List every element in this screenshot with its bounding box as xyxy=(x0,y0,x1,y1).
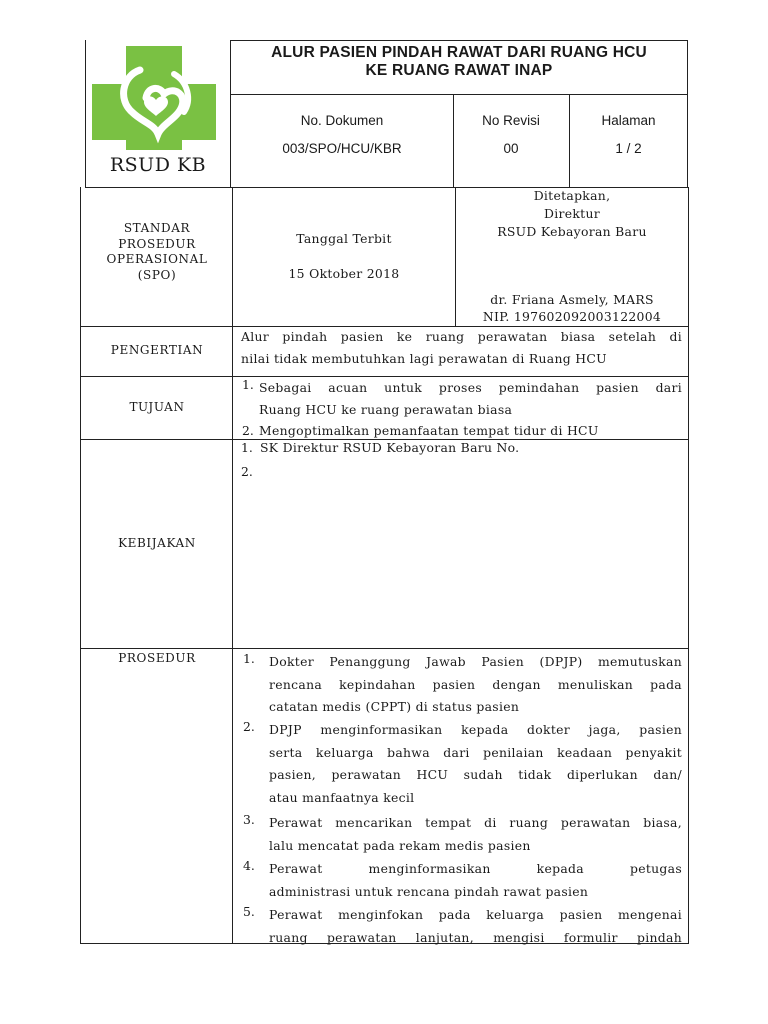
prosedur-item-line: administrasi untuk rencana pindah rawat pasien xyxy=(269,883,589,899)
prosedur-item-line: Dokter Penanggung Jawab Pasien (DPJP) memutuskan xyxy=(269,654,682,669)
prosedur-item-line: rencana kepindahan pasien dengan menuliskan pada xyxy=(269,676,682,692)
spo-label-line-2: PROSEDUR xyxy=(118,236,196,251)
tujuan-item-2-number: 2. xyxy=(242,423,254,438)
kebijakan-item-1-number: 1. xyxy=(241,440,253,455)
tujuan-item-1-line-2: Ruang HCU ke ruang perawatan biasa xyxy=(259,402,513,417)
pengertian-text xyxy=(241,326,682,370)
prosedur-item-number: 3. xyxy=(243,812,255,827)
approval-line-1: Ditetapkan, xyxy=(533,188,611,203)
kebijakan-item-2-number: 2. xyxy=(241,464,253,479)
prosedur-item-line: ruang perawatan lanjutan, mengisi formulir pindah xyxy=(269,929,682,945)
prosedur-item-line: lalu mencatat pada rekam medis pasien xyxy=(269,837,531,853)
prosedur-item xyxy=(269,651,682,719)
prosedur-item-number: 5. xyxy=(243,904,255,919)
spo-label xyxy=(82,221,232,283)
revision-label: No Revisi xyxy=(482,113,540,128)
doc-number-value: 003/SPO/HCU/KBR xyxy=(282,141,402,156)
issue-date-label: Tanggal Terbit xyxy=(296,231,392,246)
prosedur-item-line: pasien, perawatan HCU sudah tidak diperlukan dan/ xyxy=(269,767,682,783)
tujuan-item-1 xyxy=(259,377,682,421)
prosedur-item-line: serta keluarga bahwa dari penilaian keadaan penyakit xyxy=(269,744,682,760)
kebijakan-label: KEBIJAKAN xyxy=(118,536,196,550)
prosedur-item xyxy=(269,812,682,857)
spo-label-line-4: (SPO) xyxy=(137,267,177,282)
pengertian-line-2: nilai tidak membutuhkan lagi perawatan di Ruang HCU xyxy=(241,351,607,366)
tujuan-label: TUJUAN xyxy=(129,400,185,414)
prosedur-item-line: Perawat mencarikan tempat di ruang perawatan biasa, xyxy=(269,815,682,830)
hospital-logo xyxy=(88,42,228,182)
prosedur-item-number: 1. xyxy=(243,651,255,666)
prosedur-item-line: atau manfaatnya kecil xyxy=(269,789,415,805)
approval-line-3: RSUD Kebayoran Baru xyxy=(497,224,647,239)
prosedur-item xyxy=(269,858,682,903)
prosedur-item xyxy=(269,904,682,949)
tujuan-item-1-line-1: Sebagai acuan untuk proses pemindahan pasien dari xyxy=(259,380,682,395)
page-label: Halaman xyxy=(601,113,656,128)
tujuan-item-1-number: 1. xyxy=(242,377,254,392)
document-title xyxy=(232,44,686,80)
spo-label-line-1: STANDAR xyxy=(123,221,191,235)
approval-line-2: Direktur xyxy=(544,206,600,221)
title-line-2: KE RUANG RAWAT INAP xyxy=(365,62,553,79)
spo-label-line-3: OPERASIONAL xyxy=(106,252,208,266)
prosedur-item-line: Perawat menginformasikan kepada petugas xyxy=(269,861,682,876)
signer-nip: NIP. 197602092003122004 xyxy=(482,309,662,324)
kebijakan-item-1: SK Direktur RSUD Kebayoran Baru No. xyxy=(260,440,520,455)
prosedur-label: PROSEDUR xyxy=(118,651,196,665)
page-value: 1 / 2 xyxy=(615,141,642,156)
title-line-1: ALUR PASIEN PINDAH RAWAT DARI RUANG HCU xyxy=(271,44,647,61)
prosedur-item xyxy=(269,719,682,809)
signer-name: dr. Friana Asmely, MARS xyxy=(490,292,654,307)
prosedur-item-line: catatan medis (CPPT) di status pasien xyxy=(269,699,520,715)
prosedur-item-line: Perawat menginfokan pada keluarga pasien mengenai xyxy=(269,907,682,922)
issue-date-value: 15 Oktober 2018 xyxy=(288,266,400,281)
logo-text: RSUD KB xyxy=(109,154,207,176)
prosedur-item-line: DPJP menginformasikan kepada dokter jaga, pasien xyxy=(269,722,682,737)
prosedur-item-number: 2. xyxy=(243,719,255,734)
prosedur-item-number: 4. xyxy=(243,858,255,873)
pengertian-line-1: Alur pindah pasien ke ruang perawatan biasa setelah di xyxy=(241,329,682,344)
doc-number-label: No. Dokumen xyxy=(300,113,384,128)
revision-value: 00 xyxy=(503,141,519,156)
pengertian-label: PENGERTIAN xyxy=(110,343,204,357)
tujuan-item-2: Mengoptimalkan pemanfaatan tempat tidur di HCU xyxy=(259,423,599,438)
approval-block xyxy=(456,187,688,241)
